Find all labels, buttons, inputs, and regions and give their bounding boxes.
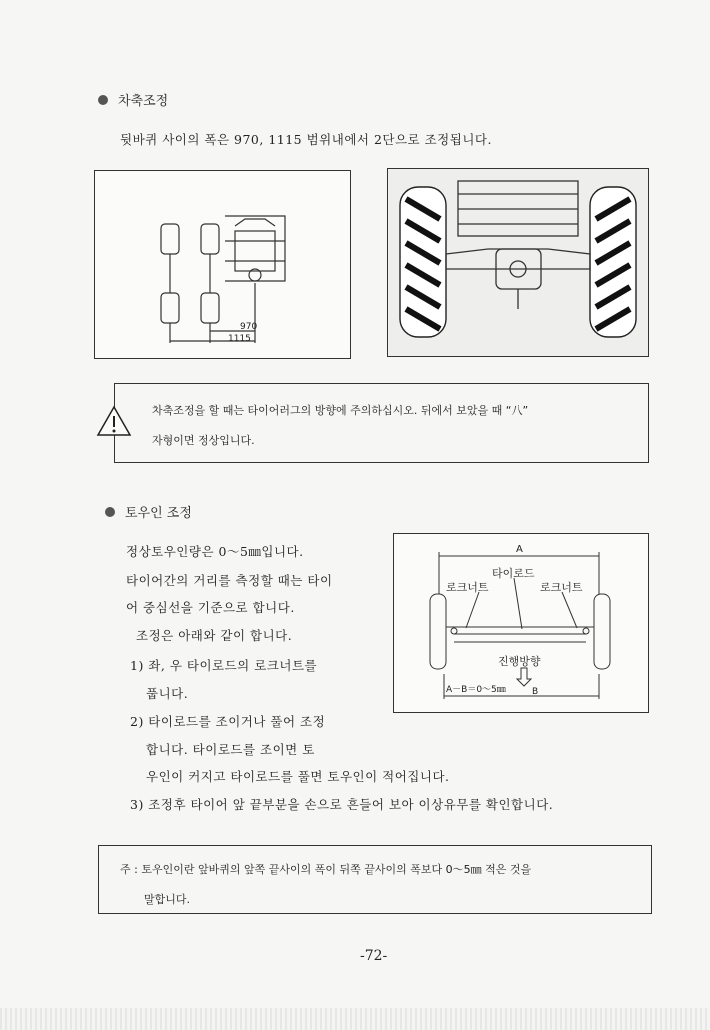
axle-diagram-svg [95, 171, 350, 358]
section2-heading-row [105, 502, 192, 521]
lock-nut-right-label: 로크너트 [540, 581, 583, 594]
toe-line-9: 우인이 커지고 타이로드를 풀면 토우인이 적어집니다. [146, 769, 450, 784]
caution-line1: 차축조정을 할 때는 타이어러그의 방향에 주의하십시오. 뒤에서 보았을 때 “八” [152, 404, 529, 417]
axle-width-diagram [94, 170, 351, 359]
tie-rod-label: 타이로드 [492, 567, 535, 580]
toe-line-5: 1) 좌, 우 타이로드의 로크너트를 [130, 658, 318, 673]
scan-edge-decoration [0, 1008, 710, 1030]
toe-line-10: 3) 조정후 타이어 앞 끝부분을 손으로 흔들어 보아 이상유무를 확인합니다. [130, 797, 554, 812]
toe-line-4: 조정은 아래와 같이 합니다. [136, 628, 293, 643]
label-b: B [532, 687, 539, 697]
formula-label: A－B＝0～5㎜ [446, 685, 506, 695]
toe-line-6: 풉니다. [146, 686, 189, 701]
rear-wheel-photo [387, 168, 649, 357]
warning-icon [96, 404, 132, 442]
caution-box [114, 383, 649, 463]
label-a: A [516, 544, 523, 555]
dim-970: 970 [240, 322, 258, 332]
rear-wheel-svg [388, 169, 648, 356]
lock-nut-left-label: 로크너트 [446, 581, 489, 594]
toe-line-8: 합니다. 타이로드를 조이면 토 [146, 742, 315, 757]
section2-heading: 토우인 조정 [125, 506, 192, 521]
section1-heading-row [98, 90, 168, 109]
section1-heading: 차축조정 [118, 94, 169, 109]
toe-in-diagram [393, 533, 649, 713]
toe-in-svg [394, 534, 648, 712]
bullet-icon [105, 507, 115, 517]
direction-label: 진행방향 [498, 655, 541, 668]
toe-line-2: 타이어간의 거리를 측정할 때는 타이 [126, 573, 333, 588]
toe-line-1: 정상토우인량은 0～5㎜입니다. [126, 544, 304, 559]
toe-line-7: 2) 타이로드를 조이거나 풀어 조정 [130, 714, 326, 729]
dim-1115: 1115 [228, 334, 251, 344]
caution-line2: 자형이면 정상입니다. [152, 434, 255, 447]
bullet-icon [98, 95, 108, 105]
toe-line-3: 어 중심선을 기준으로 합니다. [126, 600, 295, 615]
note-line2: 말합니다. [144, 893, 191, 906]
page-number: -72- [360, 948, 388, 964]
note-line1: 주 : 토우인이란 앞바퀴의 앞쪽 끝사이의 폭이 뒤쪽 끝사이의 폭보다 0～5㎜ 적은 것을 [120, 863, 532, 876]
section1-body: 뒷바퀴 사이의 폭은 970, 1115 범위내에서 2단으로 조정됩니다. [120, 132, 492, 147]
